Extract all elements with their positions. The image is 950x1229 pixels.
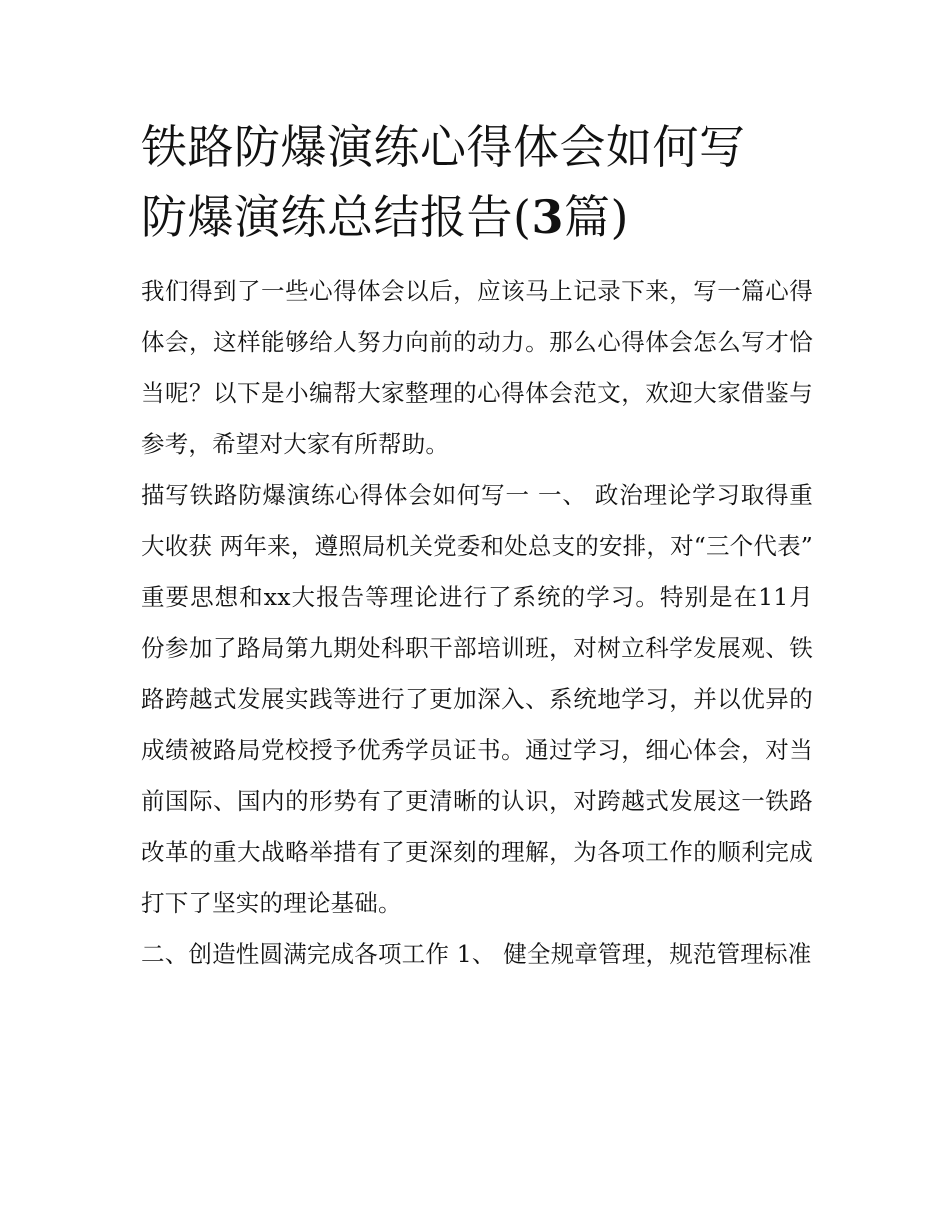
document-title (141, 112, 813, 252)
section-two-heading-paragraph: 二、创造性圆满完成各项工作 1、 健全规章管理，规范管理标准 (141, 940, 812, 968)
title-line-1: 铁路防爆演练心得体会如何写 (141, 120, 746, 174)
intro-paragraph: 我们得到了一些心得体会以后，应该马上记录下来，写一篇心得体会，这样能够给人努力向前的动力。那么心得体会怎么写才恰当呢？以下是小编帮大家整理的心得体会范文，欢迎大家借鉴与参考，希望对大家有所帮助。 (141, 277, 813, 458)
title-line-2-suffix: 篇) (563, 190, 629, 244)
title-line-2-prefix: 防爆演练总结报告( (141, 190, 532, 244)
title-line-2-number: 3 (531, 190, 564, 244)
section-one-heading-paragraph: 描写铁路防爆演练心得体会如何写一 一、 政治理论学习取得重大收获 两年来，遵照局机关党委和处总支的安排，对“三个代表” (141, 481, 813, 560)
document-body (141, 112, 813, 980)
section-one-body-paragraph: 重要思想和xx大报告等理论进行了系统的学习。特别是在11月份参加了路局第九期处科职干部培训班，对树立科学发展观、铁路跨越式发展实践等进行了更加深入、系统地学习，并以优异的成绩被路局党校授予优秀学员证书。通过学习，细心体会，对当前国际、国内的形势有了更清晰的认识，对跨越式发展这一铁路改革的重大战略举措有了更深刻的理解，为各项工作的顺利完成打下了坚实的理论基础。 (141, 583, 813, 917)
